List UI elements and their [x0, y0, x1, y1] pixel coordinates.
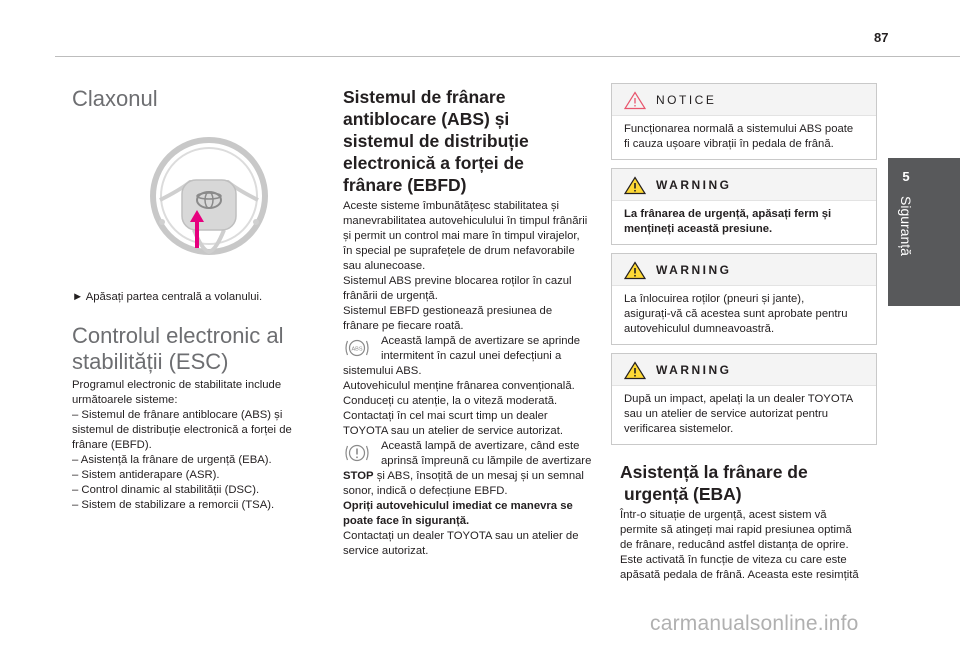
warning-line: asigurați-vă că acestea sunt aprobate pentru [624, 308, 848, 320]
warning-line: mențineți această presiune. [624, 223, 773, 235]
abs-title-line: sistemul de distribuție [343, 131, 529, 151]
esc-title-line-1: Controlul electronic al [72, 323, 284, 348]
eba-line: permite să atingeți mai rapid presiunea optimă [620, 524, 852, 536]
horn-title: Claxonul [72, 86, 158, 111]
esc-line: frânare (EBFD). [72, 439, 152, 451]
esc-line: următoarele sisteme: [72, 394, 178, 406]
abs-title-line: Sistemul de frânare [343, 87, 506, 107]
notice-line: fi cauza ușoare vibrații în pedala de frână. [624, 138, 834, 150]
abs-description [343, 199, 591, 559]
abs-warning-lamp-icon [343, 336, 371, 360]
svg-text:ABS: ABS [351, 346, 363, 353]
brake-lamp-line: Această lampă de avertizare, când este [381, 440, 580, 452]
warning-line: verificarea sistemelor. [624, 423, 734, 435]
abs-mid-line: sistemului ABS. [343, 365, 422, 377]
eba-title-line-1: Asistență la frânare de [620, 462, 808, 482]
warning-header [612, 254, 876, 286]
esc-line: – Control dinamic al stabilității (DSC). [72, 484, 260, 496]
notice-triangle-icon [624, 91, 646, 110]
warning-triangle-icon [624, 176, 646, 195]
notice-body [612, 116, 876, 159]
abs-title-line: antiblocare (ABS) și [343, 109, 510, 129]
abs-lamp-line: Această lampă de avertizare se aprinde [381, 335, 581, 347]
warning-body [612, 201, 876, 244]
stop-rest: și ABS, însoțită de un mesaj și un semnal [373, 470, 584, 482]
eba-title-line-2: urgență (EBA) [624, 484, 742, 504]
abs-intro-line: Aceste sisteme îmbunătățesc stabilitatea și [343, 200, 559, 212]
warning-line: autovehiculul dumneavoastră. [624, 323, 775, 335]
brake-lamp-line: aprinsă împreună cu lămpile de avertizare [381, 455, 592, 467]
column-1 [72, 80, 292, 112]
abs-intro-line: Sistemul EBFD gestionează presiunea de [343, 305, 553, 317]
abs-title-line: frânare (EBFD) [343, 175, 467, 195]
abs-intro-line: sau alunecoase. [343, 260, 426, 272]
eba-line: Este activată în funcție de viteza cu care este [620, 554, 847, 566]
esc-title [72, 323, 284, 375]
notice-title: NOTICE [656, 93, 717, 107]
contact-line: service autorizat. [343, 545, 429, 557]
esc-description [72, 378, 292, 513]
warning-box-emergency-braking [611, 168, 877, 245]
watermark[interactable]: carmanualsonline.info [650, 612, 859, 635]
abs-mid-line: TOYOTA sau un atelier de service autorizat. [343, 425, 563, 437]
esc-line: – Sistemul de frânare antiblocare (ABS) și [72, 409, 283, 421]
warning-header [612, 169, 876, 201]
abs-intro-line: în special pe suprafețele de drum nefavorabile [343, 245, 575, 257]
warning-title: WARNING [656, 263, 732, 277]
warning-line: La înlocuirea roților (pneuri și jante), [624, 293, 805, 305]
warning-line: După un impact, apelați la un dealer TOYOTA [624, 393, 854, 405]
abs-mid-line: Contactați în cel mai scurt timp un dealer [343, 410, 548, 422]
stop-word: STOP [343, 470, 374, 482]
warning-line: La frânarea de urgență, apăsați ferm și [624, 208, 832, 220]
brake-lamp-row [343, 439, 591, 469]
abs-ebfd-title [343, 86, 529, 196]
steering-wheel-illustration [150, 130, 268, 282]
warning-header [612, 354, 876, 386]
warning-line: sau un atelier de service autorizat pentru [624, 408, 829, 420]
notice-box [611, 83, 877, 160]
stop-vehicle-line: Opriți autovehiculul imediat ce manevra se [343, 500, 573, 512]
eba-line: de frânare, reducând astfel distanța de oprire. [620, 539, 849, 551]
contact-line: Contactați un dealer TOYOTA sau un atelier de [343, 530, 579, 542]
eba-title [620, 461, 808, 505]
warning-body [612, 386, 876, 444]
notice-header [612, 84, 876, 116]
esc-line: sistemul de distribuție electronică a forței de [72, 424, 292, 436]
eba-line: apăsată pedala de frână. Aceasta este resimțită [620, 569, 859, 581]
eba-line: Într-o situație de urgență, acest sistem vă [620, 509, 827, 521]
chapter-tab[interactable] [888, 158, 960, 306]
esc-line: – Sistem antiderapare (ASR). [72, 469, 220, 481]
abs-lamp-line: intermitent în cazul unei defecțiuni a [381, 350, 562, 362]
esc-line: – Asistență la frânare de urgență (EBA). [72, 454, 272, 466]
abs-intro-line: Sistemul ABS previne blocarea roților în cazul [343, 275, 572, 287]
page-number: 87 [874, 30, 889, 45]
warning-triangle-icon [624, 261, 646, 280]
top-divider [55, 56, 960, 57]
warning-box-wheels [611, 253, 877, 345]
chapter-title: Siguranță [898, 196, 914, 256]
warning-triangle-icon [624, 361, 646, 380]
abs-intro-line: frânării de urgență. [343, 290, 438, 302]
esc-line: Programul electronic de stabilitate include [72, 379, 282, 391]
abs-lamp-row [343, 334, 591, 364]
horn-instruction: ► Apăsați partea centrală a volanului. [72, 291, 263, 303]
warning-title: WARNING [656, 363, 732, 377]
abs-intro-line: manevrabilitatea autovehiculului în timpul frânării [343, 215, 588, 227]
abs-mid-line: Conduceți cu atenție, la o viteză moderată. [343, 395, 558, 407]
stop-vehicle-line: poate face în siguranță. [343, 515, 470, 527]
esc-line: – Sistem de stabilizare a remorcii (TSA). [72, 499, 275, 511]
stop-line [343, 469, 591, 484]
warning-box-impact [611, 353, 877, 445]
notice-line: Funcționarea normală a sistemului ABS poate [624, 123, 854, 135]
abs-intro-line: și permit un control mai mare în timpul virajelor, [343, 230, 580, 242]
esc-title-line-2: stabilității (ESC) [72, 349, 229, 374]
brake-warning-lamp-icon [343, 441, 371, 465]
abs-intro-line: frânare pe fiecare roată. [343, 320, 464, 332]
abs-mid-line: Autovehiculul menține frânarea convențională. [343, 380, 575, 392]
chapter-number: 5 [902, 169, 910, 184]
after-stop-line: sonor, indică o defecțiune EBFD. [343, 485, 508, 497]
eba-description [620, 508, 859, 583]
warning-body [612, 286, 876, 344]
warning-title: WARNING [656, 178, 732, 192]
abs-title-line: electronică a forței de [343, 153, 524, 173]
